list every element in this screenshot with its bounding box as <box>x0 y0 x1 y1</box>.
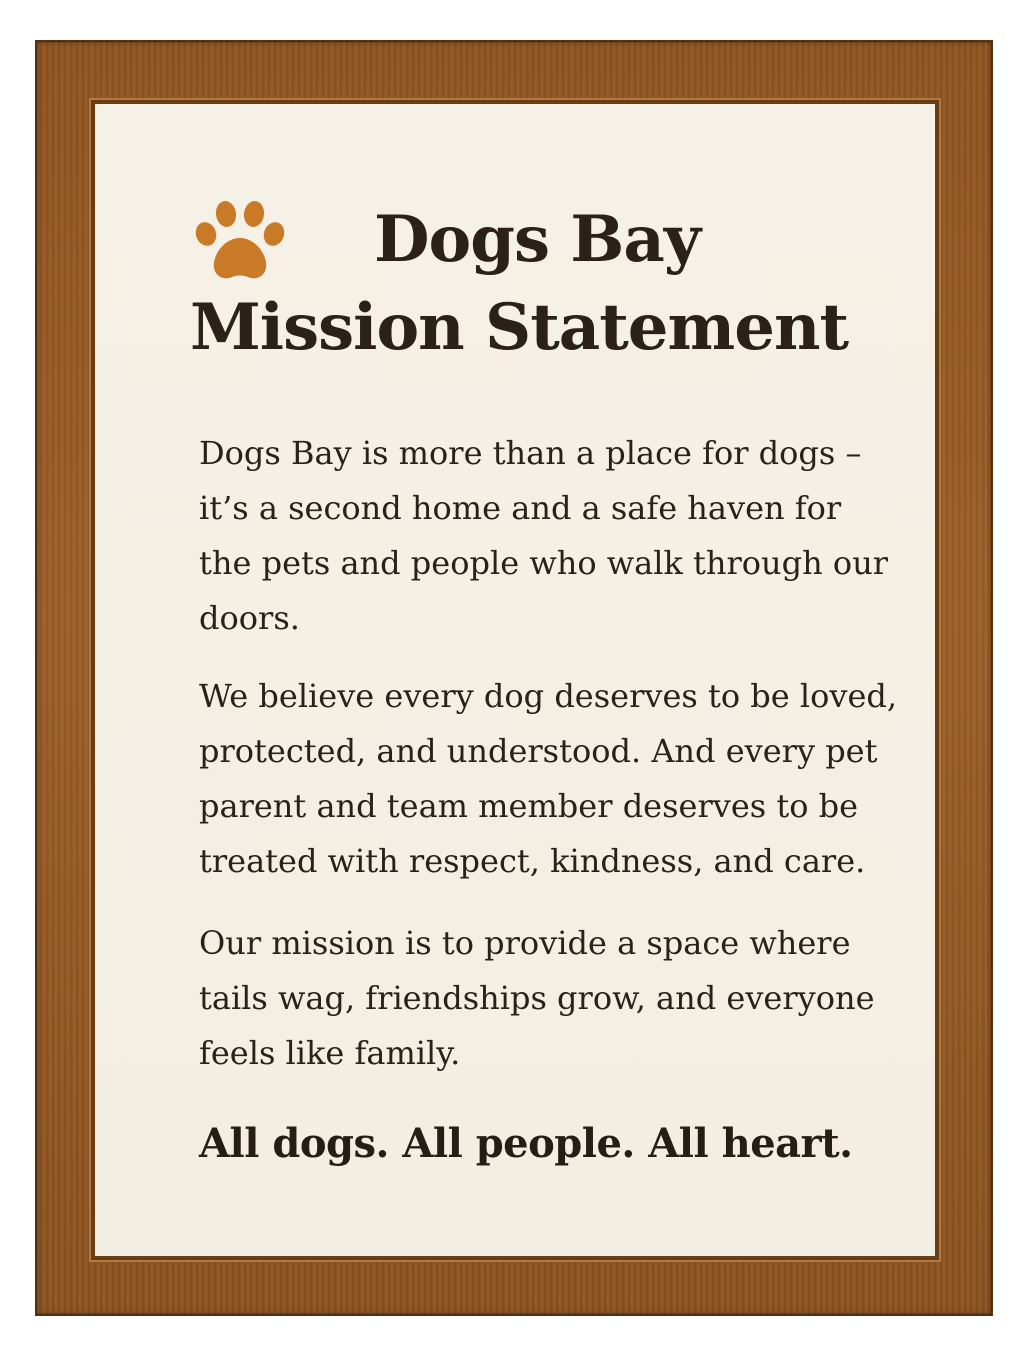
page-title <box>95 196 943 372</box>
tagline: All dogs. All people. All heart. <box>199 1120 853 1167</box>
mission-paragraph-2: We believe every dog deserves to be loved, protected, and understood. And every pet parent and team member deserves to be treated with respect, kindness, and care. <box>199 677 898 880</box>
title-line-1: Dogs Bay <box>374 202 700 277</box>
title-line-2: Mission Statement <box>189 290 849 365</box>
frame-mat <box>91 100 939 1260</box>
wooden-frame <box>36 41 992 1315</box>
mission-statement-sign <box>95 104 935 1256</box>
mission-paragraph-1: Dogs Bay is more than a place for dogs – it’s a second home and a safe haven for the pets and people who walk through our doors. <box>199 434 889 637</box>
mission-paragraph-3: Our mission is to provide a space where tails wag, friendships grow, and everyone feels like family. <box>199 924 875 1072</box>
